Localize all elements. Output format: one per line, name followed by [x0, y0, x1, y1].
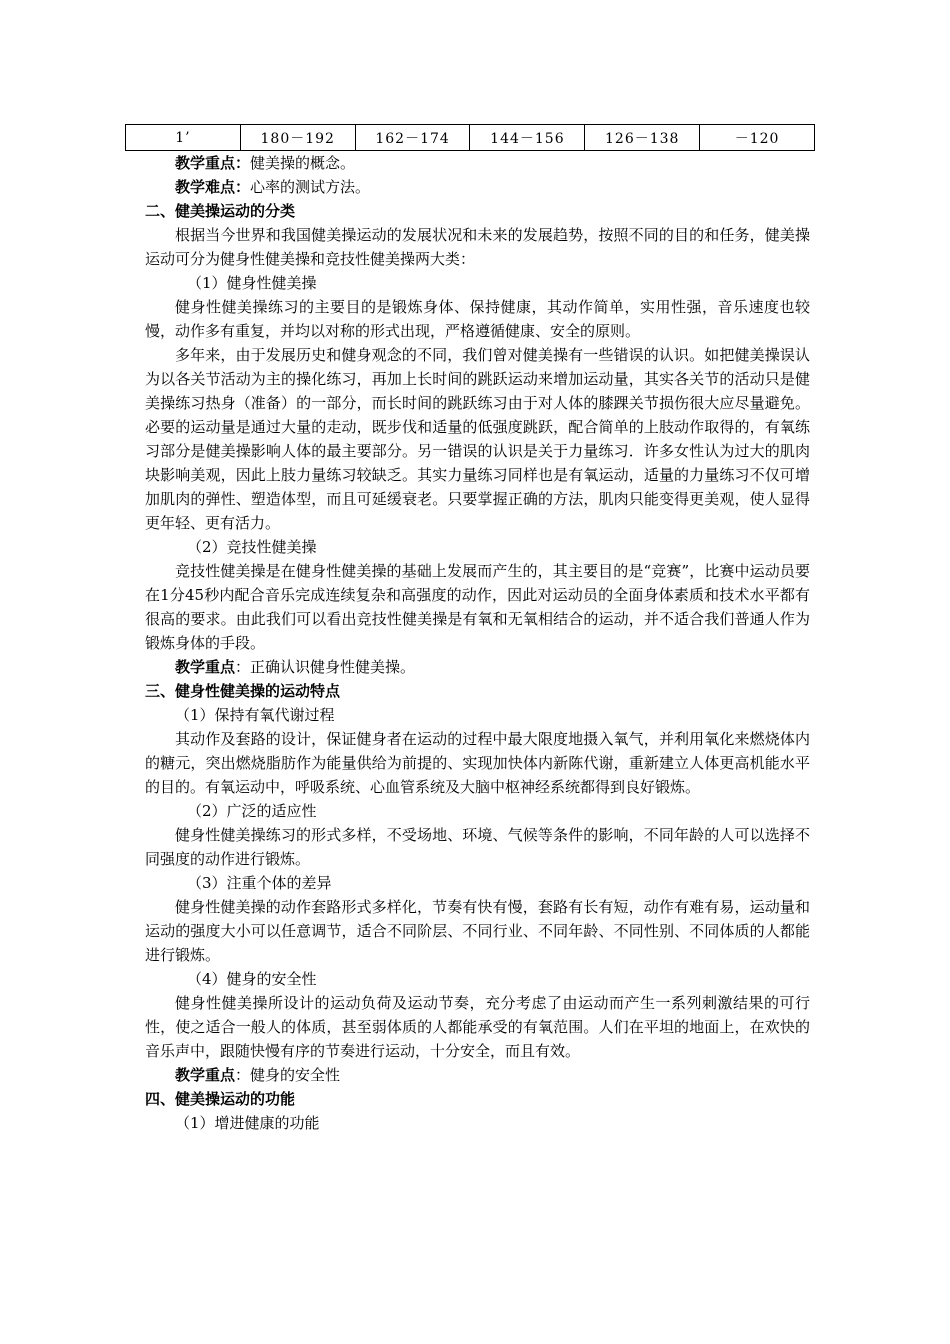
teaching-focus: 教学重点：健美操的概念。	[175, 154, 356, 172]
table-cell: 126－138	[585, 125, 700, 151]
table-cell: 1’	[126, 125, 241, 151]
section-heading: 四、健美操运动的功能	[145, 1090, 296, 1108]
subheading: （1）增进健康的功能	[175, 1114, 320, 1132]
table-cell: 162－174	[355, 125, 470, 151]
section-heading: 二、健美操运动的分类	[145, 202, 296, 220]
paragraph: 多年来，由于发展历史和健身观念的不同，我们曾对健美操有一些错误的认识。如把健美操误认为以各关节活动为主的操化练习，再加上长时间的跳跃运动来增加运动量，其实各关节的活动只是健美操练习热身（准备）的一部分，而长时间的跳跃练习由于对人体的膝踝关节损伤很大应尽量避免。必要的运动量是通过大量的走动，既步伐和适量的低强度跳跃，配合简单的上肢动作取得的，有氧练习部分是健美操影响人体的最主要部分。另一错误的认识是关于力量练习．许多女性认为过大的肌肉块影响美观，因此上肢力量练习较缺乏。其实力量练习同样也是有氧运动，适量的力量练习不仅可增加肌肉的弹性、塑造体型，而且可延缓衰老。只要掌握正确的方法，肌肉只能变得更美观，使人显得更年轻、更有活力。	[145, 346, 810, 532]
paragraph: 健身性健美操练习的主要目的是锻炼身体、保持健康，其动作简单，实用性强，音乐速度也较慢，动作多有重复，并均以对称的形式出现，严格遵循健康、安全的原则。	[145, 298, 810, 340]
table-cell: 144－156	[470, 125, 585, 151]
teaching-focus: 教学重点：健身的安全性	[175, 1066, 341, 1084]
paragraph: 健身性健美操练习的形式多样，不受场地、环境、气候等条件的影响，不同年龄的人可以选择不同强度的动作进行锻炼。	[145, 826, 810, 868]
teaching-focus: 教学重点：正确认识健身性健美操。	[175, 658, 416, 676]
subheading: （4）健身的安全性	[187, 970, 317, 988]
paragraph: 健身性健美操的动作套路形式多样化，节奏有快有慢，套路有长有短，动作有难有易，运动量和运动的强度大小可以任意调节，适合不同阶层、不同行业、不同年龄、不同性别、不同体质的人都能进行锻炼。	[145, 898, 810, 964]
paragraph: 其动作及套路的设计，保证健身者在运动的过程中最大限度地摄入氧气，并利用氧化来燃烧体内的糖元，突出燃烧脂肪作为能量供给为前提的、实现加快体内新陈代谢，重新建立人体更高机能水平的目的。有氧运动中，呼吸系统、心血管系统及大脑中枢神经系统都得到良好锻炼。	[145, 730, 810, 796]
paragraph: 健身性健美操所设计的运动负荷及运动节奏，充分考虑了由运动而产生一系列刺激结果的可行性，使之适合一般人的体质，甚至弱体质的人都能承受的有氧范围。人们在平坦的地面上，在欢快的音乐声中，跟随快慢有序的节奏进行运动，十分安全，而且有效。	[145, 994, 810, 1060]
section-heading: 三、健身性健美操的运动特点	[145, 682, 341, 700]
subheading: （1）健身性健美操	[187, 274, 317, 292]
document-body	[145, 151, 810, 1135]
teaching-difficulty: 教学难点：心率的测试方法。	[175, 178, 371, 196]
subheading: （1）保持有氧代谢过程	[175, 706, 335, 724]
table-cell: －120	[700, 125, 815, 151]
subheading: （2）广泛的适应性	[187, 802, 317, 820]
table-cell: 180－192	[240, 125, 355, 151]
table-row	[126, 125, 815, 151]
subheading: （2）竞技性健美操	[187, 538, 317, 556]
paragraph: 根据当今世界和我国健美操运动的发展状况和未来的发展趋势，按照不同的目的和任务，健美操运动可分为健身性健美操和竞技性健美操两大类：	[145, 226, 810, 268]
heart-rate-table	[125, 124, 815, 151]
subheading: （3）注重个体的差异	[187, 874, 332, 892]
paragraph: 竞技性健美操是在健身性健美操的基础上发展而产生的，其主要目的是“竞赛”，比赛中运动员要在1分45秒内配合音乐完成连续复杂和高强度的动作，因此对运动员的全面身体素质和技术水平都有很高的要求。由此我们可以看出竞技性健美操是有氧和无氧相结合的运动，并不适合我们普通人作为锻炼身体的手段。	[145, 562, 810, 652]
